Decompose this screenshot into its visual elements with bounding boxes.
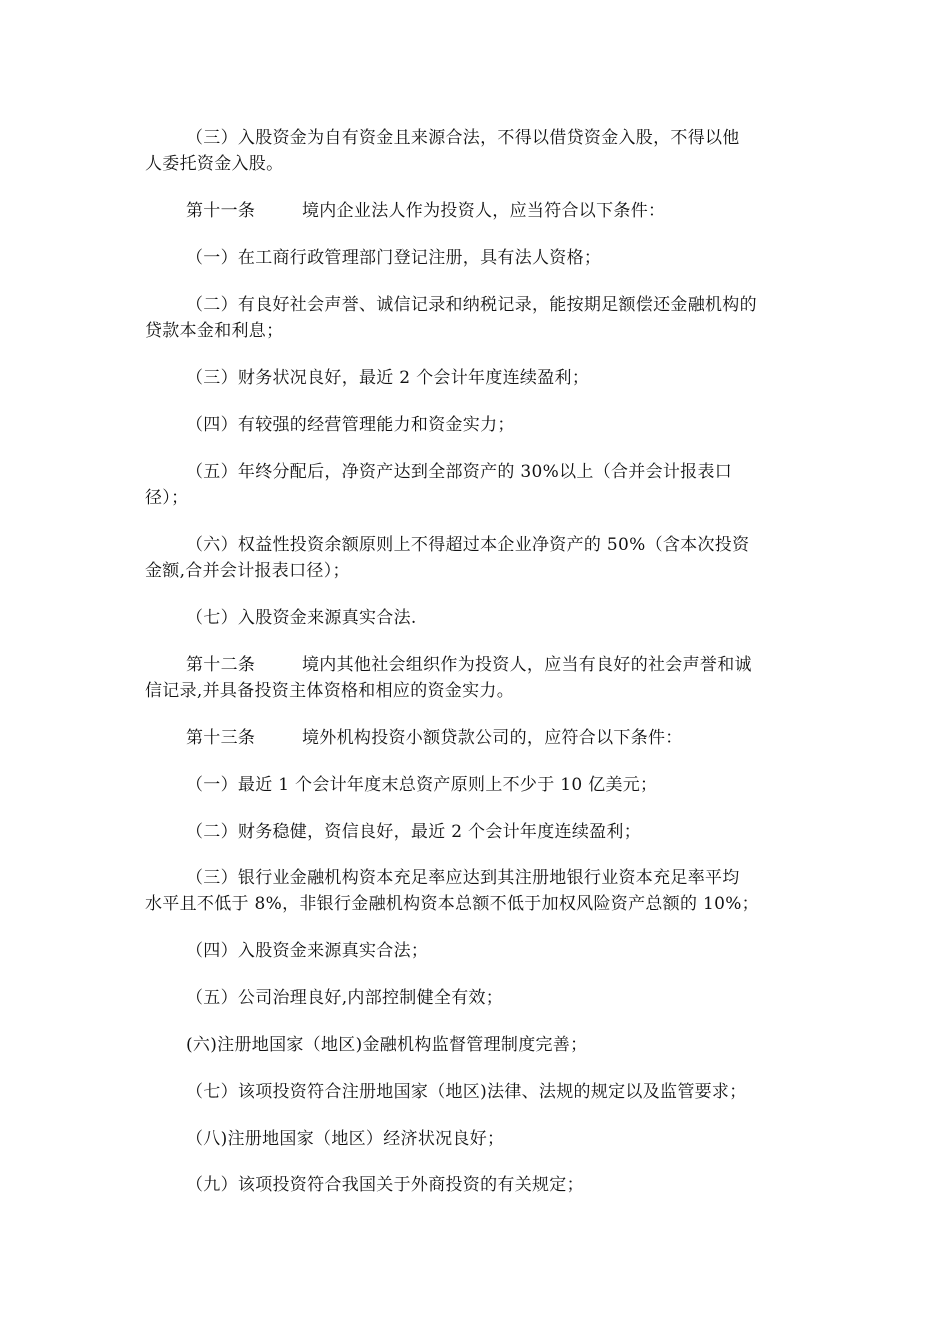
paragraph-line: （三）财务状况良好，最近 2 个会计年度连续盈利；: [186, 368, 590, 388]
paragraph-line: 信记录,并具备投资主体资格和相应的资金实力。: [145, 681, 515, 701]
paragraph-line: 径）；: [145, 488, 189, 508]
paragraph-line: （八)注册地国家（地区）经济状况良好；: [186, 1129, 505, 1149]
paragraph-line: （六）权益性投资余额原则上不得超过本企业净资产的 50%（含本次投资: [186, 535, 750, 555]
article-number: 第十三条: [186, 728, 256, 748]
paragraph-line: 水平且不低于 8%，非银行金融机构资本总额不低于加权风险资产总额的 10%；: [145, 894, 759, 914]
paragraph-line: （一）在工商行政管理部门登记注册，具有法人资格；: [186, 248, 602, 268]
paragraph-line: （七）入股资金来源真实合法.: [186, 608, 417, 628]
paragraph-line: 金额,合并会计报表口径）；: [145, 561, 350, 581]
paragraph-line: （四）入股资金来源真实合法；: [186, 941, 429, 961]
paragraph-line: 贷款本金和利息；: [145, 321, 284, 341]
paragraph-line: (六)注册地国家（地区)金融机构监督管理制度完善；: [186, 1035, 588, 1055]
article-number: 第十一条: [186, 201, 256, 221]
paragraph-line: （九）该项投资符合我国关于外商投资的有关规定；: [186, 1175, 584, 1195]
article-number: 第十二条: [186, 655, 256, 675]
paragraph-line: （二）财务稳健，资信良好，最近 2 个会计年度连续盈利；: [186, 822, 642, 842]
article-text: 境内企业法人作为投资人，应当符合以下条件：: [302, 201, 666, 221]
article-11-heading: [186, 199, 665, 223]
paragraph-line: （一）最近 1 个会计年度末总资产原则上不少于 10 亿美元；: [186, 775, 658, 795]
article-text: 境外机构投资小额贷款公司的，应符合以下条件：: [302, 728, 683, 748]
article-13-heading: [186, 726, 683, 750]
paragraph-line: （三）银行业金融机构资本充足率应达到其注册地银行业资本充足率平均: [186, 868, 740, 888]
paragraph-line: （七）该项投资符合注册地国家（地区)法律、法规的规定以及监管要求；: [186, 1082, 747, 1102]
paragraph-line: （三）入股资金为自有资金且来源合法，不得以借贷资金入股，不得以他: [186, 128, 740, 148]
paragraph-line: （四）有较强的经营管理能力和资金实力；: [186, 415, 515, 435]
paragraph-line: （二）有良好社会声誉、诚信记录和纳税记录，能按期足额偿还金融机构的: [186, 295, 757, 315]
article-12-heading: [186, 653, 752, 677]
article-text: 境内其他社会组织作为投资人，应当有良好的社会声誉和诚: [302, 655, 752, 675]
paragraph-line: （五）年终分配后，净资产达到全部资产的 30%以上（合并会计报表口: [186, 462, 733, 482]
paragraph-line: （五）公司治理良好,内部控制健全有效；: [186, 988, 504, 1008]
paragraph-line: 人委托资金入股。: [145, 154, 284, 174]
